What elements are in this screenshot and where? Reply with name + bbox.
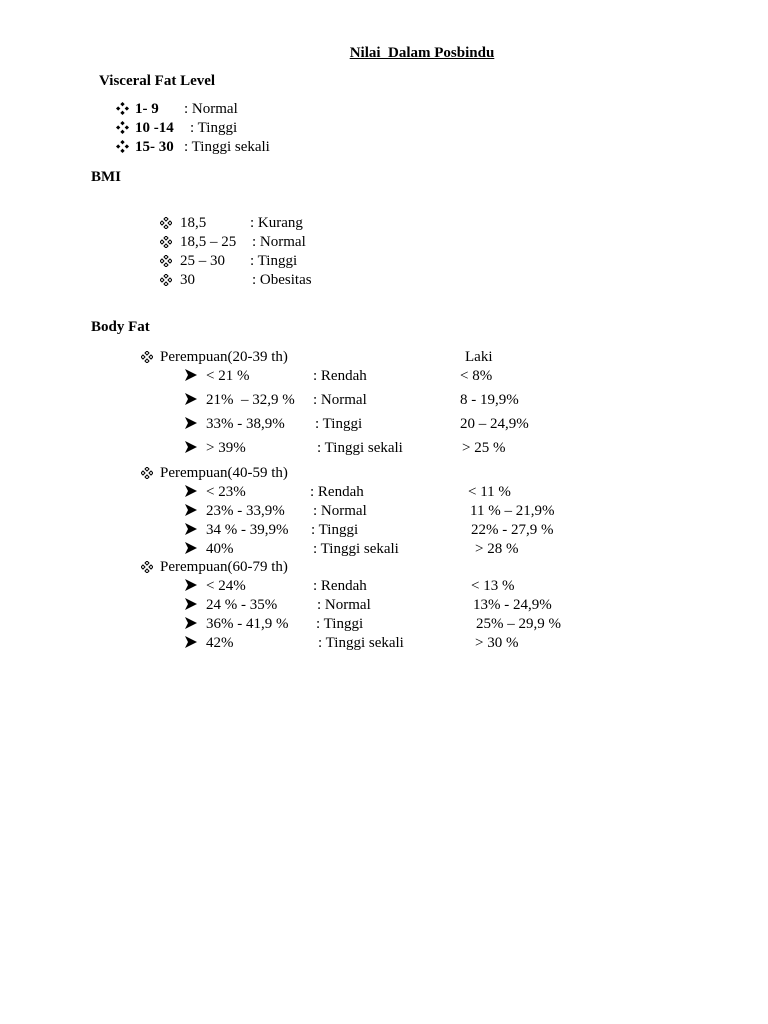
male-value: 11 % – 21,9% xyxy=(470,503,555,519)
arrow-bullet-icon xyxy=(185,439,197,457)
visceral-label: : Tinggi sekali xyxy=(184,139,270,155)
diamond-bullet-icon xyxy=(116,119,134,137)
arrow-bullet-icon xyxy=(185,502,197,520)
category-label: : Tinggi sekali xyxy=(317,440,403,456)
male-value: > 30 % xyxy=(475,635,519,651)
male-value: 13% - 24,9% xyxy=(473,597,552,613)
visceral-range: 10 -14 xyxy=(135,120,174,136)
bmi-label: : Kurang xyxy=(250,215,303,231)
bmi-range: 30 xyxy=(180,272,195,288)
bmi-range: 18,5 – 25 xyxy=(180,234,237,250)
diamond-bullet-icon xyxy=(116,100,134,118)
male-value: 20 – 24,9% xyxy=(460,416,529,432)
visceral-range: 15- 30 xyxy=(135,139,174,155)
diamond-bullet-icon xyxy=(141,558,159,576)
group-title: Perempuan(40-59 th) xyxy=(160,465,288,481)
diamond-bullet-icon xyxy=(160,252,178,270)
bmi-heading: BMI xyxy=(91,169,121,185)
diamond-bullet-icon xyxy=(160,271,178,289)
male-value: 25% – 29,9 % xyxy=(476,616,561,632)
visceral-label: : Tinggi xyxy=(190,120,238,136)
female-value: 33% - 38,9% xyxy=(206,416,285,432)
category-label: : Normal xyxy=(317,597,371,613)
arrow-bullet-icon xyxy=(185,483,197,501)
bmi-range: 25 – 30 xyxy=(180,253,225,269)
arrow-bullet-icon xyxy=(185,415,197,433)
female-value: < 23% xyxy=(206,484,246,500)
group-title: Perempuan(20-39 th) xyxy=(160,349,288,365)
female-value: 24 % - 35% xyxy=(206,597,278,613)
category-label: : Normal xyxy=(313,503,367,519)
arrow-bullet-icon xyxy=(185,391,197,409)
male-value: > 25 % xyxy=(462,440,506,456)
diamond-bullet-icon xyxy=(116,138,134,156)
diamond-bullet-icon xyxy=(141,348,159,366)
female-value: 23% - 33,9% xyxy=(206,503,285,519)
male-column-header: Laki xyxy=(465,349,493,365)
visceral-label: : Normal xyxy=(184,101,238,117)
bmi-range: 18,5 xyxy=(180,215,207,231)
bmi-label: : Obesitas xyxy=(252,272,312,288)
category-label: : Tinggi xyxy=(311,522,359,538)
male-value: < 13 % xyxy=(471,578,515,594)
male-value: 8 - 19,9% xyxy=(460,392,519,408)
arrow-bullet-icon xyxy=(185,367,197,385)
arrow-bullet-icon xyxy=(185,521,197,539)
female-value: < 24% xyxy=(206,578,246,594)
female-value: 34 % - 39,9% xyxy=(206,522,289,538)
category-label: : Tinggi sekali xyxy=(318,635,404,651)
male-value: > 28 % xyxy=(475,541,519,557)
arrow-bullet-icon xyxy=(185,577,197,595)
group-title: Perempuan(60-79 th) xyxy=(160,559,288,575)
bmi-label: : Tinggi xyxy=(250,253,298,269)
female-value: 42% xyxy=(206,635,234,651)
category-label: : Normal xyxy=(313,392,367,408)
page-title: Nilai Dalam Posbindu xyxy=(349,45,495,61)
male-value: < 8% xyxy=(460,368,493,384)
female-value: > 39% xyxy=(206,440,246,456)
diamond-bullet-icon xyxy=(141,464,159,482)
arrow-bullet-icon xyxy=(185,540,197,558)
male-value: 22% - 27,9 % xyxy=(471,522,554,538)
body-fat-heading: Body Fat xyxy=(91,319,150,335)
arrow-bullet-icon xyxy=(185,615,197,633)
female-value: < 21 % xyxy=(206,368,250,384)
category-label: : Tinggi xyxy=(315,416,363,432)
category-label: : Rendah xyxy=(313,368,367,384)
arrow-bullet-icon xyxy=(185,634,197,652)
female-value: 40% xyxy=(206,541,234,557)
arrow-bullet-icon xyxy=(185,596,197,614)
category-label: : Rendah xyxy=(313,578,367,594)
diamond-bullet-icon xyxy=(160,214,178,232)
female-value: 36% - 41,9 % xyxy=(206,616,289,632)
visceral-range: 1- 9 xyxy=(135,101,159,117)
female-value: 21% – 32,9 % xyxy=(206,392,295,408)
visceral-heading: Visceral Fat Level xyxy=(99,73,216,89)
category-label: : Tinggi xyxy=(316,616,364,632)
category-label: : Tinggi sekali xyxy=(313,541,399,557)
diamond-bullet-icon xyxy=(160,233,178,251)
male-value: < 11 % xyxy=(468,484,511,500)
bmi-label: : Normal xyxy=(252,234,306,250)
category-label: : Rendah xyxy=(310,484,364,500)
